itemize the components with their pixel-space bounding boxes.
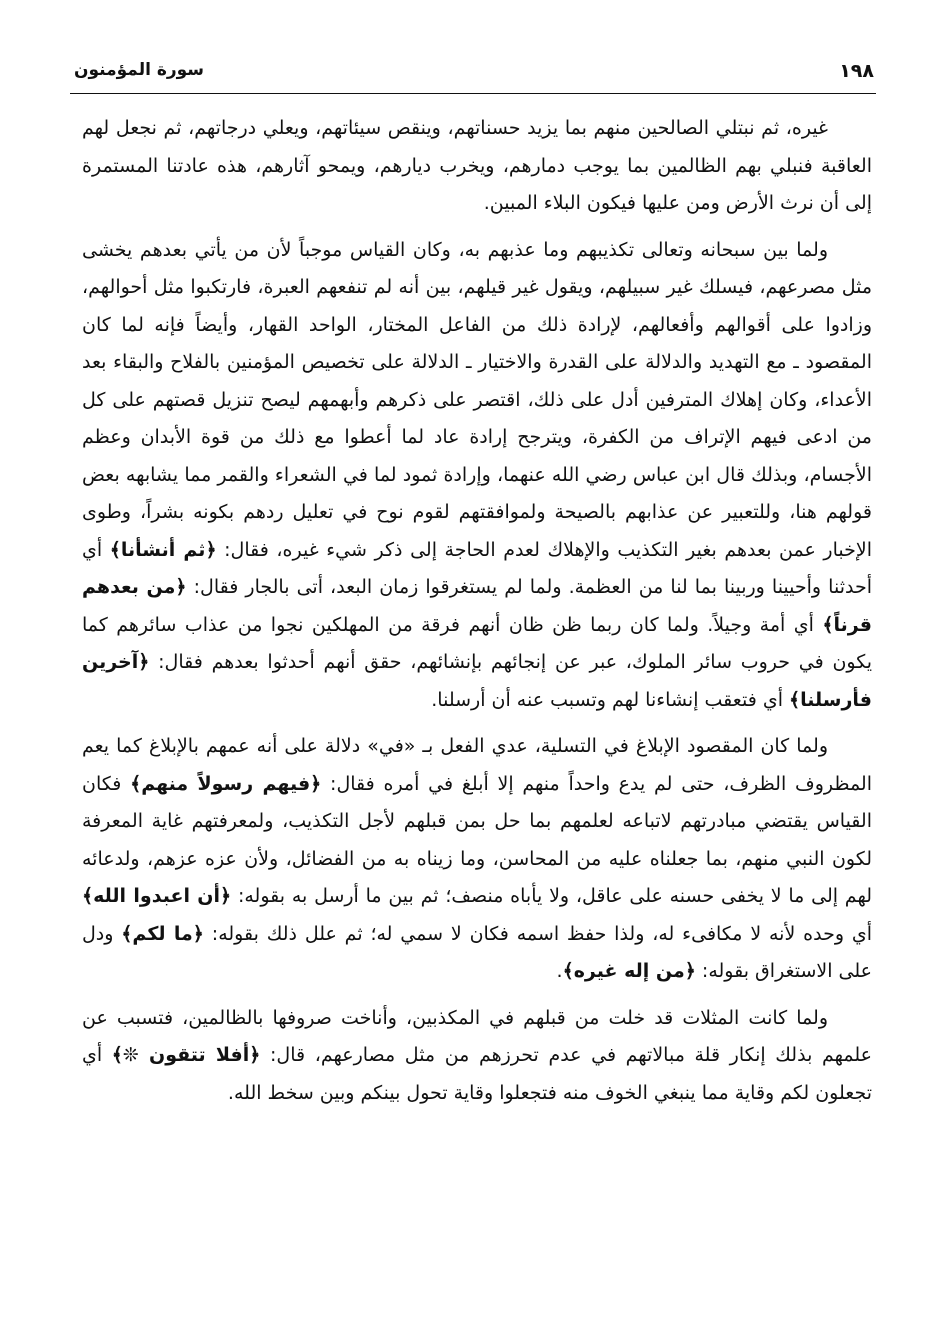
text-segment: ولما كان المقصود الإبلاغ في التسلية، عدي الفعل بـ «في» دلالة على أنه عمهم بالإبلاغ كما يعم المظروف الظرف، حتى لم يدع واحداً منهم إلا أبلغ في أمره فقال: [82,735,873,795]
text-segment: غيره، ثم نبتلي الصالحين منهم بما يزيد حسناتهم، وينقص سيئاتهم، ويعلي درجاتهم، ثم نجعل لهم العاقبة فنبلي بهم الظالمين بما يوجب دمارهم، ويخرب ديارهم، ويمحو آثارهم، هذه عادتنا المستمرة إلى أن نرث الأرض ومن عليها فيكون البلاء المبين. [82,117,872,214]
page-number: ١٩٨ [839,60,874,82]
text-segment: أي فتعقب إنشاءنا لهم وتسبب عنه أن أرسلنا. [431,688,790,711]
paragraph-3 [82,728,872,991]
text-segment: أي أمة وجيلاً. ولما كان ربما ظن ظان أنهم فرقة من المهلكين نجوا من عذاب سائرهم كما يكون في حروب سائر الملوك، عبر عن إنجائهم بإنشائهم، حقق أنهم أحدثوا بعدهم فقال: [82,613,872,673]
quran-verse-quote: ﴿من إله غيره﴾ [562,960,696,982]
quran-verse-quote: ﴿من بعدهم قرناً﴾ [82,576,872,636]
quran-verse-quote: ﴿أفلا تتقون ❊﴾ [111,1044,261,1066]
text-segment: أي وحده لأنه لا مكافىء له، ولذا حفظ اسمه فكان لا سمي له؛ ثم علل ذلك بقوله: [203,922,872,945]
text-segment: فكان القياس يقتضي مبادرتهم لاتباعه لعلمهم بما حل بمن قبلهم لأجل التكذيب، ولمعرفتهم غاية المعرفة لكون النبي منهم، بما جعلناه عليه من المحاسن، وما زيناه به من الفضائل، ولأن عزه عزهم، ولدعائه لهم إلى ما لا يخفى حسنه على عاقل، ولا يأباه منصف؛ ثم بين ما أرسل به بقوله: [82,772,872,907]
body-text [82,110,872,1112]
quran-verse-quote: ﴿ثم أنشأنا﴾ [109,538,217,561]
text-segment: ودل على الاستغراق بقوله: [82,922,872,982]
text-segment: ولما كانت المثلات قد خلت من قبلهم في المكذبين، وأناخت صروفها بالظالمين، فتسبب عن علمهم بذلك إنكار قلة مبالاتهم في عدم تحرزهم من مثل مصارعهم، قال: [82,1006,872,1066]
text-segment: أي تجعلون لكم وقاية مما ينبغي الخوف منه فتجعلوا وقاية تحول بينكم وبين سخط الله. [82,1044,872,1104]
quran-verse-quote: ﴿فيهم رسولاً منهم﴾ [130,772,322,795]
paragraph-1 [82,110,872,223]
text-segment: أي أحدثنا وأحيينا وربينا بما لنا من العظمة. ولما لم يستغرقوا زمان البعد، أتى بالجار فقال: [82,538,872,598]
header-divider [70,93,876,94]
page-header [74,58,874,92]
paragraph-2 [82,232,872,720]
paragraph-4 [82,1000,872,1113]
text-segment: . [556,960,563,982]
quran-verse-quote: ﴿آخرين فأرسلنا﴾ [82,651,872,711]
text-segment: ولما بين سبحانه وتعالى تكذيبهم وما عذبهم به، وكان القياس موجباً لأن من يأتي بعدهم يخشى مثل مصرعهم، فيسلك غير سبيلهم، ويقول غير قيلهم، بين أنه لم تنفعهم العبرة، فارتكبوا مثل أحوالهم، وزادوا على أقوالهم وأفعالهم، لإرادة ذلك من الفاعل المختار، الواحد القهار، وأيضاً فإنه لما كان المقصود ـ مع التهديد والدلالة على القدرة والاختيار ـ الدلالة على تخصيص المؤمنين بالفلاح والبقاء بعد الأعداء، وكان إهلاك المترفين أدل على ذلك، اقتصر على ذكرهم وأبهمهم ليصح تنزيل قصتهم على كل من ادعى فيهم الإتراف من الكفرة، ويترجح إرادة عاد لما أعطوا مع ذلك من قوة الأبدان وعظم الأجسام، وبذلك قال ابن عباس رضي الله عنهما، وإرادة ثمود لما في الشعراء والقمر مما يشابهه بعض قولهم هنا، وللتعبير عن عذابهم بالصيحة ولموافقتهم لقوم نوح في تعليل ردهم بكونه بشراً، وطوى الإخبار عمن بعدهم بغير التكذيب والإهلاك لعدم الحاجة إلى ذكر شيء غيره، فقال: [82,238,872,561]
surah-title: سورة المؤمنون [74,60,205,80]
quran-verse-quote: ﴿ما لكم﴾ [121,922,204,945]
quran-verse-quote: ﴿أن اعبدوا الله﴾ [82,885,232,907]
